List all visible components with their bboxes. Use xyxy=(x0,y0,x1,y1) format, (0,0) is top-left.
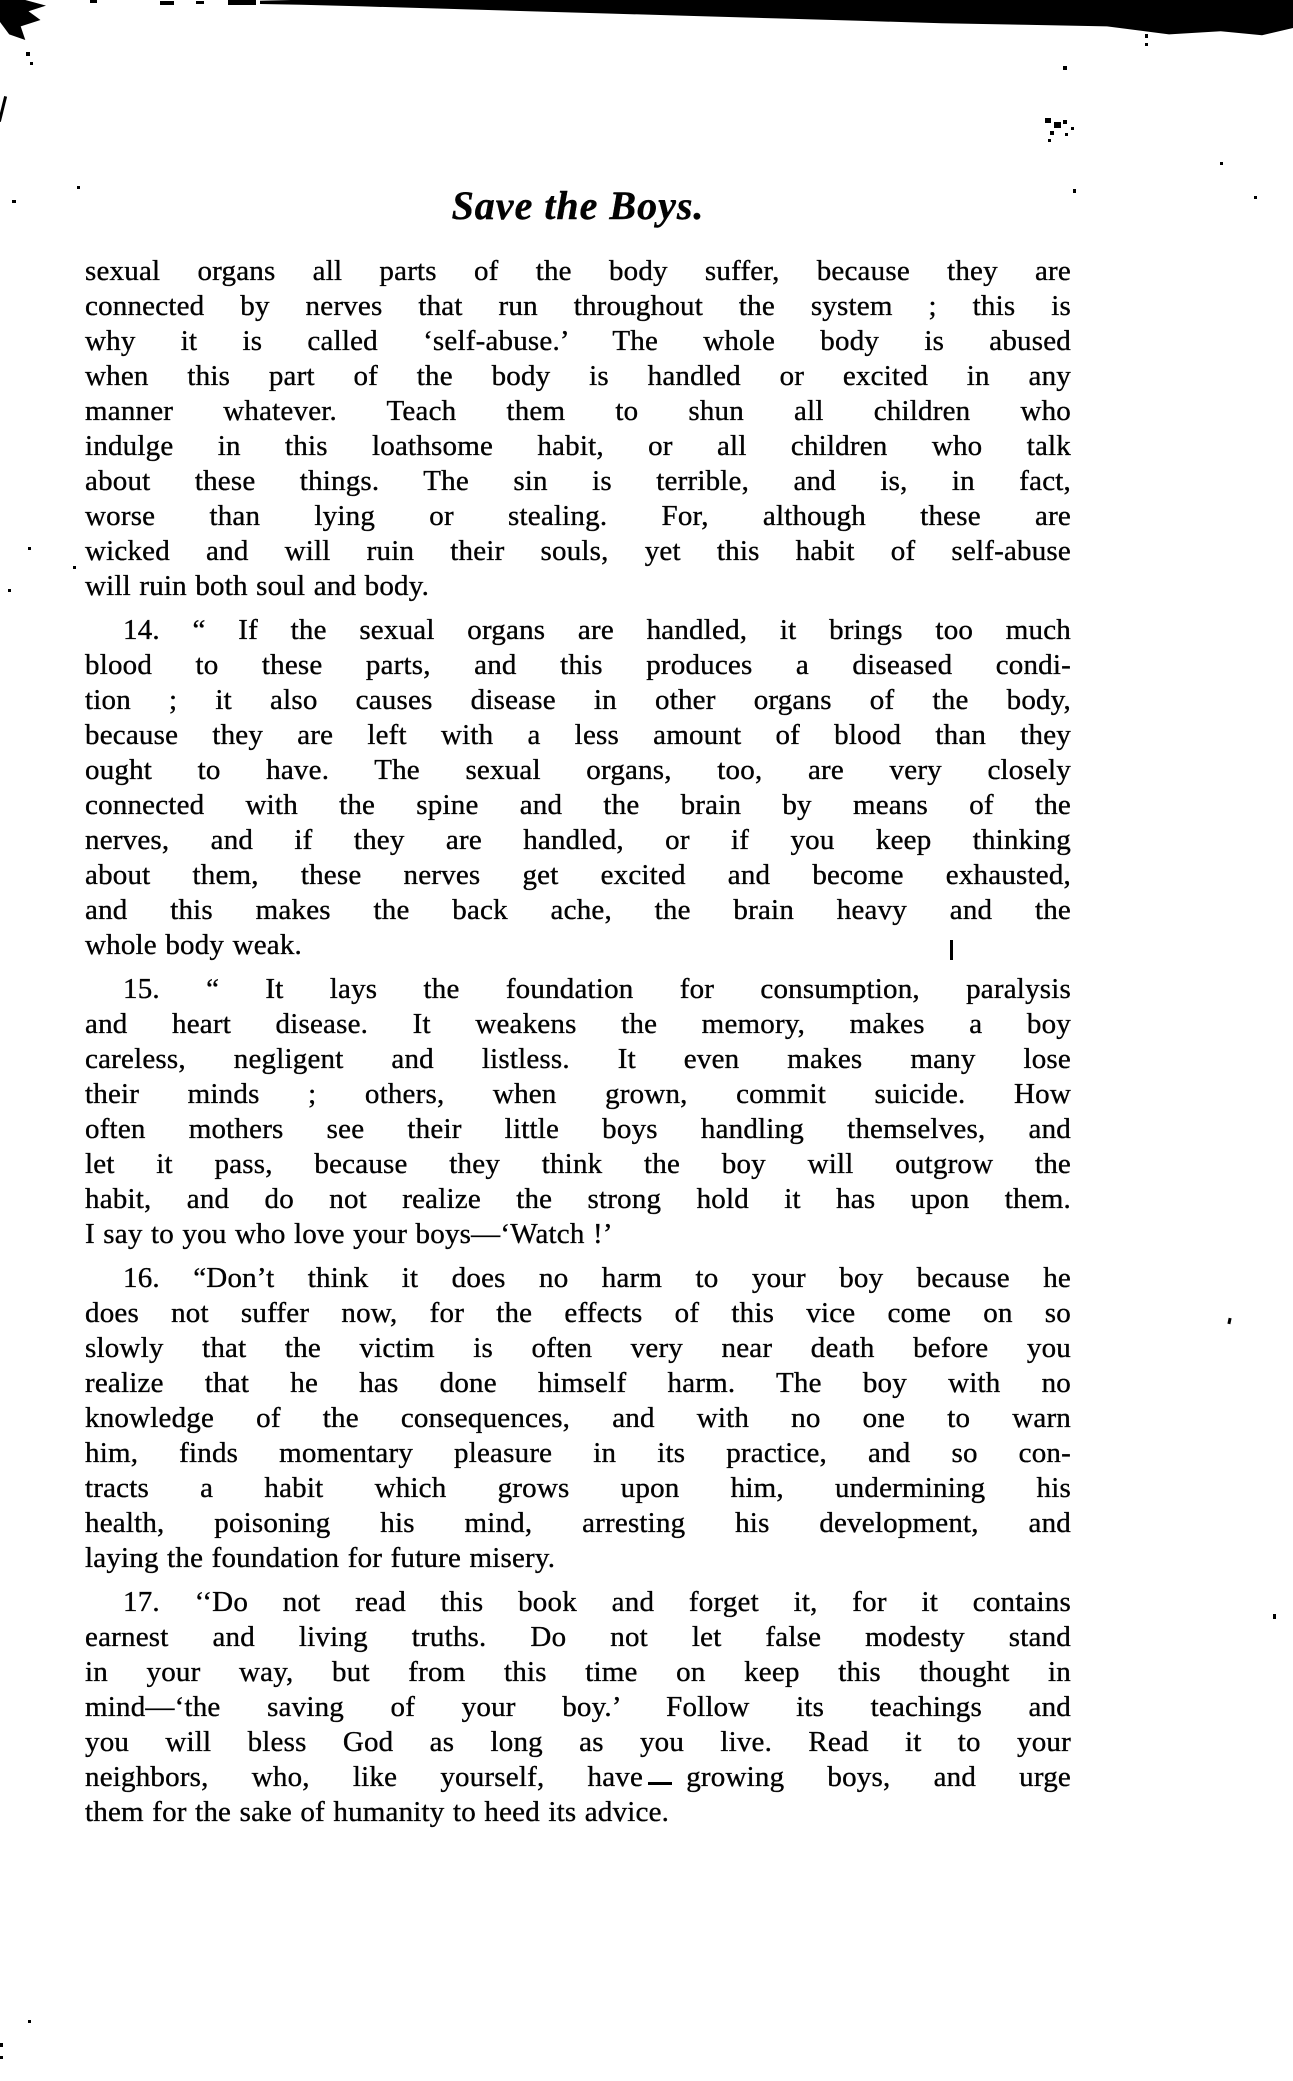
scan-speck xyxy=(1063,120,1067,124)
text-line: you will bless God as long as you live. Read it to your xyxy=(85,1726,1071,1758)
text-line: about these things. The sin is terrible, and is, in fact, xyxy=(85,465,1071,497)
text-line: tracts a habit which grows upon him, undermining his xyxy=(85,1472,1071,1504)
text-line: indulge in this loathsome habit, or all children who talk xyxy=(85,430,1071,462)
scan-speck xyxy=(77,186,80,189)
body-text xyxy=(85,254,1071,1830)
scan-speck xyxy=(0,2056,3,2059)
text-line: 17. ‘‘Do not read this book and forget it, for it contains xyxy=(123,1586,1071,1618)
text-line: ought to have. The sexual organs, too, are very closely xyxy=(85,754,1071,786)
text-line: blood to these parts, and this produces a diseased condi- xyxy=(85,649,1071,681)
text-line: connected by nerves that run throughout the system ; this is xyxy=(85,290,1071,322)
text-line: neighbors, who, like yourself, have growing boys, and urge xyxy=(85,1761,1071,1793)
page-title: Save the Boys. xyxy=(451,183,705,228)
text-line: sexual organs all parts of the body suffer, because they are xyxy=(85,255,1071,287)
scan-speck xyxy=(1145,34,1148,38)
text-line: slowly that the victim is often very near death before you xyxy=(85,1332,1071,1364)
scan-speck xyxy=(1073,189,1076,193)
paragraph xyxy=(85,1261,1071,1576)
text-line: mind—‘the saving of your boy.’ Follow its teachings and xyxy=(85,1691,1071,1723)
scan-speck xyxy=(1220,162,1223,165)
scan-artifact-top-dash xyxy=(196,1,204,4)
text-line: knowledge of the consequences, and with no one to warn xyxy=(85,1402,1071,1434)
text-line: 16. “Don’t think it does no harm to your boy because he xyxy=(123,1262,1071,1294)
text-line: often mothers see their little boys handling themselves, and xyxy=(85,1113,1071,1145)
text-line: health, poisoning his mind, arresting his development, and xyxy=(85,1507,1071,1539)
scan-speck xyxy=(1254,196,1257,199)
paragraph xyxy=(85,613,1071,963)
paragraph xyxy=(85,1585,1071,1830)
text-line: 15. “ It lays the foundation for consumption, paralysis xyxy=(123,973,1071,1005)
text-line: manner whatever. Teach them to shun all children who xyxy=(85,395,1071,427)
text-line: worse than lying or stealing. For, although these are xyxy=(85,500,1071,532)
scan-speck xyxy=(28,2020,31,2023)
scan-speck xyxy=(1050,131,1054,135)
text-line: him, finds momentary pleasure in its practice, and so con- xyxy=(85,1437,1071,1469)
scan-speck xyxy=(73,566,76,569)
text-line: nerves, and if they are handled, or if you keep thinking xyxy=(85,824,1071,856)
text-line: and heart disease. It weakens the memory, makes a boy xyxy=(85,1008,1071,1040)
scan-speck xyxy=(1227,1318,1231,1324)
text-line: will ruin both soul and body. xyxy=(85,570,430,602)
text-line: I say to you who love your boys—‘Watch !’ xyxy=(85,1218,613,1250)
scan-speck xyxy=(1145,43,1148,46)
scan-speck xyxy=(1065,133,1068,136)
text-line: wicked and will ruin their souls, yet this habit of self-abuse xyxy=(85,535,1071,567)
text-line: habit, and do not realize the strong hold it has upon them. xyxy=(85,1183,1071,1215)
scan-speck xyxy=(8,589,11,592)
scan-artifact-left-stroke xyxy=(0,96,7,122)
text-line: careless, negligent and listless. It even makes many lose xyxy=(85,1043,1071,1075)
scan-speck xyxy=(1063,66,1067,70)
scan-speck xyxy=(1054,122,1061,128)
scan-speck xyxy=(12,200,16,203)
scan-speck xyxy=(1048,139,1051,142)
text-line: them for the sake of humanity to heed its advice. xyxy=(85,1796,670,1828)
scan-speck xyxy=(1071,127,1074,130)
text-line: tion ; it also causes disease in other organs of the body, xyxy=(85,684,1071,716)
text-line: does not suffer now, for the effects of this vice come on so xyxy=(85,1297,1071,1329)
text-line: earnest and living truths. Do not let false modesty stand xyxy=(85,1621,1071,1653)
paragraph xyxy=(85,972,1071,1252)
text-column xyxy=(85,184,1071,1830)
scan-artifact-top-dash xyxy=(90,0,97,3)
text-line: and this makes the back ache, the brain heavy and the xyxy=(85,894,1071,926)
text-line: about them, these nerves get excited and become exhausted, xyxy=(85,859,1071,891)
scan-artifact-corner-blob xyxy=(0,0,46,40)
scan-speck xyxy=(0,2043,3,2047)
text-line: why it is called ‘self-abuse.’ The whole body is abused xyxy=(85,325,1071,357)
text-line: when this part of the body is handled or excited in any xyxy=(85,360,1071,392)
text-line: whole body weak. xyxy=(85,929,303,961)
text-line: connected with the spine and the brain by means of the xyxy=(85,789,1071,821)
text-line: let it pass, because they think the boy will outgrow the xyxy=(85,1148,1071,1180)
scan-artifact-top-band xyxy=(260,0,1293,40)
text-line: their minds ; others, when grown, commit suicide. How xyxy=(85,1078,1071,1110)
scan-speck xyxy=(30,62,33,65)
text-line: because they are left with a less amount of blood than they xyxy=(85,719,1071,751)
scan-artifact-top-dash xyxy=(228,0,256,5)
text-line: realize that he has done himself harm. The boy with no xyxy=(85,1367,1071,1399)
text-line: laying the foundation for future misery. xyxy=(85,1542,556,1574)
scan-speck xyxy=(28,547,31,550)
text-line: 14. “ If the sexual organs are handled, it brings too much xyxy=(123,614,1071,646)
text-line: in your way, but from this time on keep this thought in xyxy=(85,1656,1071,1688)
scan-artifact-top-dash xyxy=(160,1,174,5)
scan-speck xyxy=(26,52,30,56)
scan-speck xyxy=(1045,118,1051,123)
scan-speck xyxy=(1273,1614,1276,1619)
paragraph xyxy=(85,254,1071,604)
